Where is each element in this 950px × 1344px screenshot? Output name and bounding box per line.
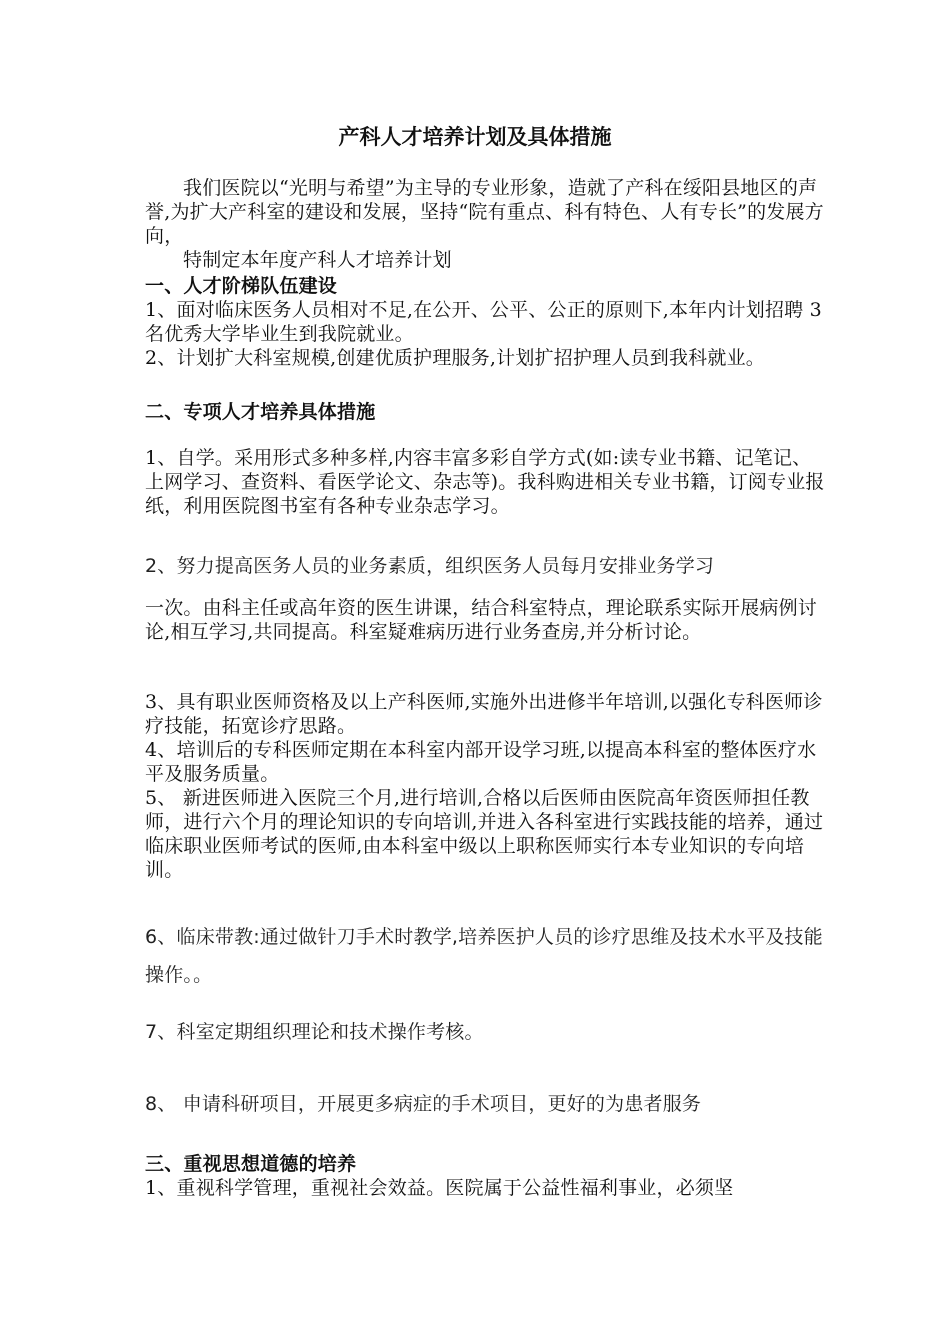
section2-heading-block — [145, 400, 825, 424]
section2-item-7-text: 7、科室定期组织理论和技术操作考核。 — [145, 1021, 484, 1043]
document-title: 产科人才培养计划及具体措施 — [338, 124, 612, 149]
section1-item-2: 2、计划扩大科室规模,创建优质护理服务,计划扩招护理人员到我科就业。 — [145, 347, 765, 369]
section2-item-5: 5、 新进医师进入医院三个月,进行培训,合格以后医师由医院高年资医师担任教师，进行六个月的理论知识的专向培训,并进入各科室进行实践技能的培养，通过临床职业医师考试的医师,由本科室中级以上职称医师实行本专业知识的专向培训。 — [145, 787, 824, 881]
section1-block — [145, 274, 825, 370]
section2-item-3: 3、具有职业医师资格及以上产科医师,实施外出进修半年培训,以强化专科医师诊疗技能，拓宽诊疗思路。 — [145, 691, 823, 737]
section2-item-1-text: 1、自学。采用形式多种多样,内容丰富多彩自学方式(如:读专业书籍、记笔记、上网学习、查资料、看医学论文、杂志等)。我科购进相关专业书籍，订阅专业报纸，利用医院图书室有各种专业杂志学习。 — [145, 447, 825, 517]
section3-block — [145, 1152, 825, 1200]
section2-item-2 — [145, 596, 825, 644]
section2-item-8 — [145, 1092, 825, 1116]
intro-statement: 特制定本年度产科人才培养计划 — [183, 249, 452, 271]
section3-item-1: 1、重视科学管理，重视社会效益。医院属于公益性福利事业，必须坚 — [145, 1177, 734, 1199]
section2-items-3-5 — [145, 690, 825, 882]
section2-item-7 — [145, 1020, 825, 1044]
section2-item-1 — [145, 446, 825, 518]
section2-item-6-text: 6、临床带教:通过做针刀手术时教学,培养医护人员的诊疗思维及技术水平及技能操作。。 — [145, 926, 823, 986]
section2-item-2-text: 一次。由科主任或高年资的医生讲课，结合科室特点，理论联系实际开展病例讨论,相互学习,共同提高。科室疑难病历进行业务查房,并分析讨论。 — [145, 597, 818, 643]
section3-heading: 三、重视思想道德的培养 — [145, 1153, 357, 1175]
section2-item-2-lead — [145, 554, 825, 578]
intro-block — [145, 176, 825, 272]
section2-item-4: 4、培训后的专科医师定期在本科室内部开设学习班,以提高本科室的整体医疗水平及服务质量。 — [145, 739, 817, 785]
section2-heading: 二、专项人才培养具体措施 — [145, 401, 376, 423]
section1-item-1: 1、面对临床医务人员相对不足,在公开、公平、公正的原则下,本年内计划招聘 3 名优秀大学毕业生到我院就业。 — [145, 299, 822, 345]
section1-heading: 一、人才阶梯队伍建设 — [145, 275, 338, 297]
section2-item-8-text: 8、 申请科研项目，开展更多病症的手术项目，更好的为患者服务 — [145, 1093, 702, 1115]
section2-item-2-line1: 2、努力提高医务人员的业务素质，组织医务人员每月安排业务学习 — [145, 555, 715, 577]
section2-item-6 — [145, 918, 825, 994]
intro-paragraph: 我们医院以“光明与希望”为主导的专业形象，造就了产科在绥阳县地区的声誉,为扩大产科室的建设和发展，坚持“院有重点、科有特色、人有专长”的发展方向， — [145, 177, 824, 247]
